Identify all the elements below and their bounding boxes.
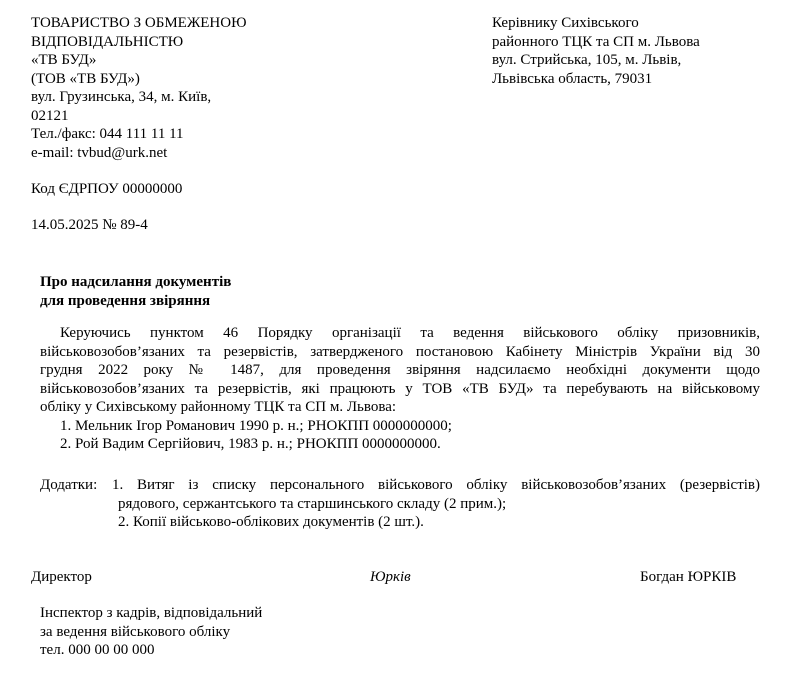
letter-subject <box>40 273 231 310</box>
inspector-line: Інспектор з кадрів, відповідальний <box>40 605 263 621</box>
handwritten-signature: Юрків <box>370 569 411 585</box>
signer-position: Директор <box>31 569 92 585</box>
attachment-item: 1. Витяг із списку персонального військового обліку військовозобов’язаних (резервістів) <box>112 477 760 493</box>
inspector-line: тел. 000 00 00 000 <box>40 642 155 658</box>
attachment-item: 2. Копії військово-облікових документів (2 шт.). <box>118 514 424 530</box>
sender-line: e-mail: tvbud@urk.net <box>31 144 168 161</box>
subject-line: Про надсилання документів <box>40 274 232 290</box>
list-item: 1. Мельник Ігор Романович 1990 р. н.; РНОКПП 0000000000; <box>60 417 452 434</box>
attachments-block <box>40 476 760 532</box>
sender-line: «ТВ БУД» <box>31 52 97 68</box>
subject-line: для проведення звіряння <box>40 292 211 309</box>
attachment-item-continuation: рядового, сержантського та старшинського складу (2 прим.); <box>118 495 507 512</box>
outgoing-number: 14.05.2025 № 89-4 <box>31 217 148 233</box>
inspector-line: за ведення військового обліку <box>40 623 231 640</box>
sender-line: ТОВАРИСТВО З ОБМЕЖЕНОЮ <box>31 15 247 31</box>
recipient-block <box>492 14 792 88</box>
body-line: військовозобов’язаних та резервістів, затвердженого постановою Кабінету Міністрів України від 30 <box>40 343 760 360</box>
body-line: обліку у Сихівському районному ТЦК та СП м. Львова: <box>40 399 397 415</box>
recipient-line: вул. Стрийська, 105, м. Львів, <box>492 52 682 68</box>
body-line: військовозобов’язаних та резервістів, які працюють у ТОВ «ТВ БУД» та перебувають на військовому <box>40 380 760 397</box>
signer-name: Богдан ЮРКІВ <box>640 569 737 585</box>
letter-body <box>40 324 760 454</box>
sender-line: ВІДПОВІДАЛЬНІСТЮ <box>31 33 184 50</box>
sender-line: 02121 <box>31 107 69 124</box>
list-item: 2. Рой Вадим Сергійович, 1983 р. н.; РНОКПП 0000000000. <box>60 436 441 452</box>
sender-line: (ТОВ «ТВ БУД») <box>31 70 140 87</box>
edrpou-code: Код ЄДРПОУ 00000000 <box>31 181 183 197</box>
body-line: грудня 2022 року № 1487, для проведення звіряння надсилаємо необхідні документи щодо <box>40 362 760 378</box>
sender-block <box>31 14 331 162</box>
attachments-label: Додатки: <box>40 477 98 493</box>
recipient-line: районного ТЦК та СП м. Львова <box>492 33 700 50</box>
inspector-block <box>40 604 262 660</box>
recipient-line: Львівська область, 79031 <box>492 70 653 87</box>
sender-line: Тел./факс: 044 111 11 11 <box>31 126 184 142</box>
recipient-line: Керівнику Сихівського <box>492 15 639 31</box>
body-line: Керуючись пунктом 46 Порядку організації та ведення військового обліку призовників, <box>60 325 760 341</box>
sender-line: вул. Грузинська, 34, м. Київ, <box>31 89 212 105</box>
